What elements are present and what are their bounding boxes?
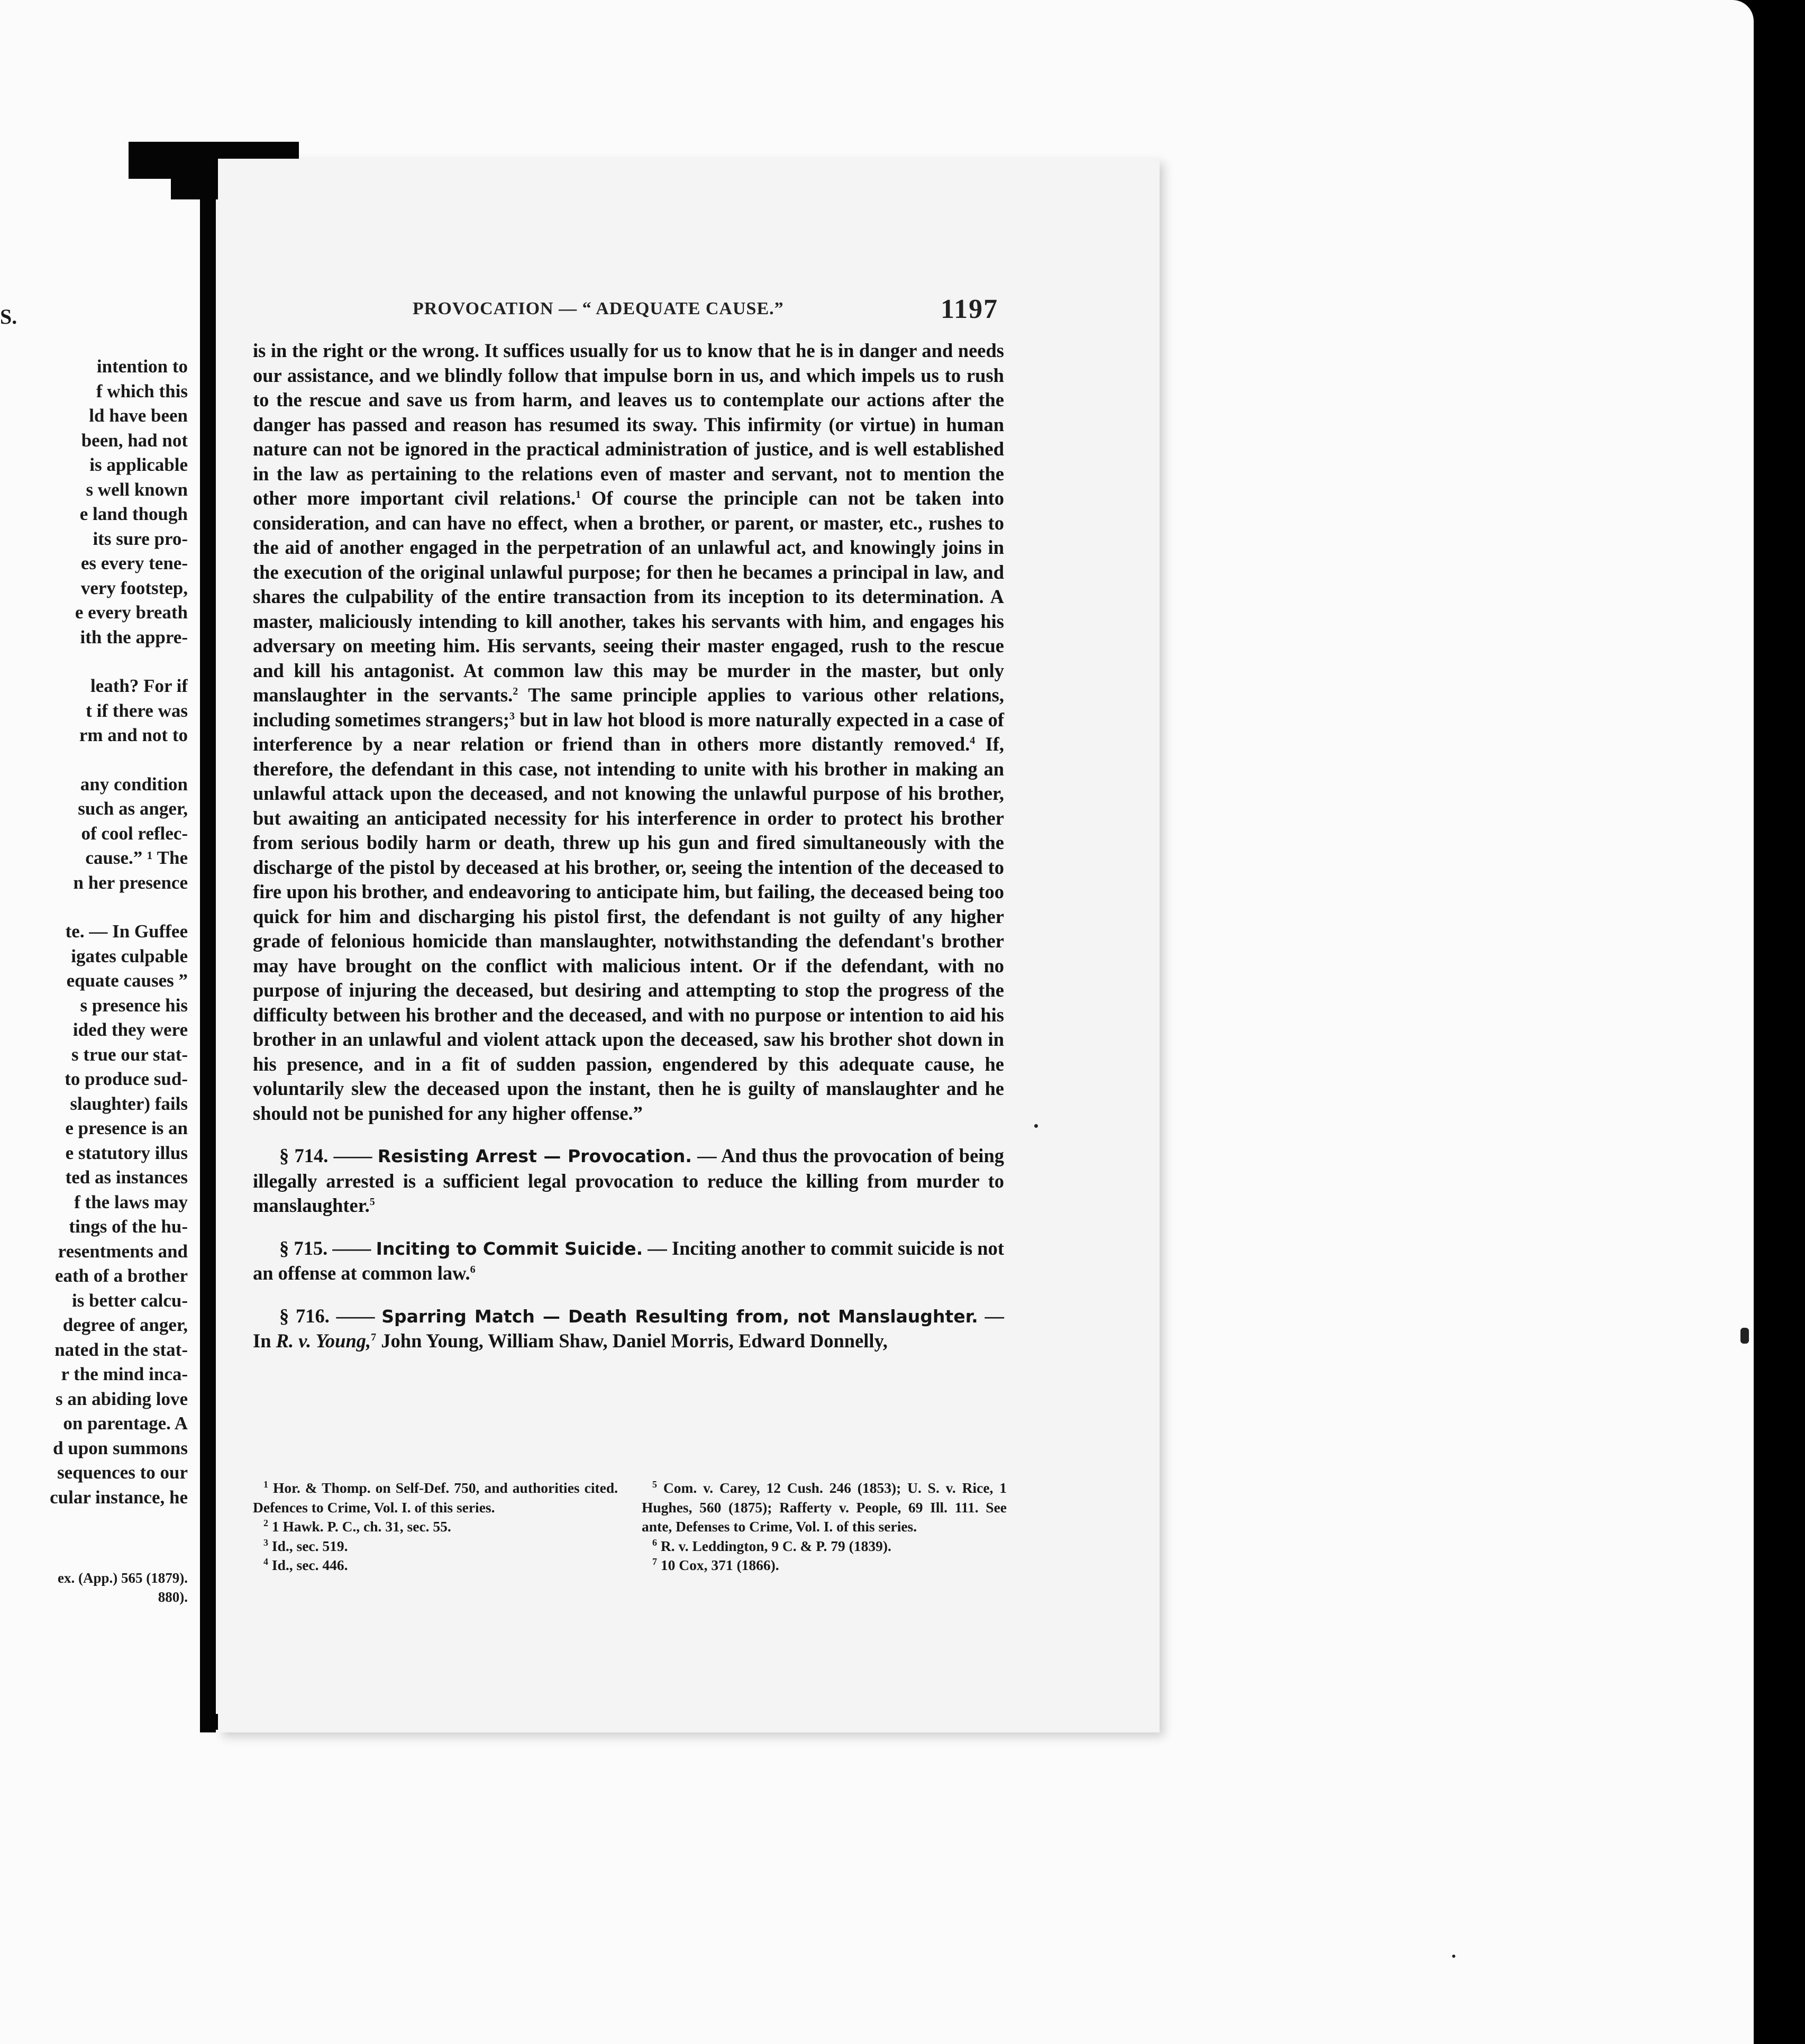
page-number: 1197	[941, 294, 999, 324]
left-page-line: resentments and	[58, 1240, 188, 1262]
left-page-line: igates culpable	[71, 945, 188, 966]
left-page-line: s presence his	[80, 994, 188, 1016]
left-page-line: e statutory illus	[65, 1142, 188, 1163]
footnote	[253, 1556, 618, 1575]
left-page-line: te. — In Guffee	[65, 921, 188, 942]
footnote-text: R. v. Leddington, 9 C. & P. 79 (1839).	[660, 1537, 891, 1554]
left-page-line: e land though	[79, 504, 188, 524]
body-text	[253, 339, 1004, 1372]
left-page-fragment	[0, 286, 188, 1510]
footnote-number: 3	[263, 1537, 268, 1548]
footnote	[253, 1479, 618, 1517]
footnotes-left-column	[253, 1479, 618, 1575]
section-716: § 716. —— Sparring Match — Death Resulting from, not Manslaughter. — In R. v. Young,$^7$ John Young, William Shaw, Daniel Morris, Edward Donnelly,	[253, 1304, 1005, 1352]
left-page-line: es every tene-	[80, 553, 188, 573]
footnote	[642, 1556, 1007, 1575]
left-page-block-2	[0, 674, 188, 748]
footnote	[642, 1537, 1007, 1556]
left-page-line: been, had not	[81, 430, 188, 451]
left-page-line: on parentage. A	[63, 1413, 188, 1434]
left-page-line: equate causes ”	[66, 970, 188, 991]
left-page-block-4	[0, 919, 188, 1510]
left-page-line: degree of anger,	[62, 1315, 188, 1335]
footnote-ref: 2	[513, 685, 518, 697]
case-name: R. v. Young,	[276, 1330, 371, 1352]
left-page-line: to produce sud-	[65, 1069, 188, 1089]
footnote-number: 1	[263, 1479, 268, 1490]
left-page-line: tings of the hu-	[69, 1216, 188, 1237]
speck	[1034, 1124, 1038, 1128]
left-page-line: s well known	[86, 479, 188, 500]
left-page-line: its sure pro-	[93, 528, 188, 549]
left-page-line: very footstep,	[80, 577, 188, 598]
footnote-ref: 5	[369, 1196, 375, 1208]
left-page-line: f which this	[96, 380, 188, 402]
footnote	[642, 1479, 1007, 1537]
footnote-ref: 3	[509, 710, 515, 722]
left-note-line: 880).	[158, 1589, 188, 1605]
footnote-text: 10 Cox, 371 (1866).	[660, 1557, 779, 1573]
speck	[1452, 1955, 1455, 1958]
footnote-number: 5	[652, 1479, 657, 1490]
footnote-number: 7	[652, 1556, 657, 1567]
left-page-line: d upon summons	[53, 1437, 188, 1458]
footnote-ref: 7	[371, 1331, 377, 1343]
left-page-block-3	[0, 772, 188, 896]
paragraph-continuation: is in the right or the wrong. It suffices usually for us to know that he is in danger and needs our assistance, and we blindly follow that impulse born in us, and which impels us to rush to the rescue and save us from harm, and leaves us to contemplate our actions after the danger has passed and reason has resumed its sway. This infirmity (or virtue) in human nature can not be ignored in the practical administration of justice, and is well established in the law as pertaining to the relations even of master and servant, not to mention the other more important civil relations.$^1$ Of course the principle can not be taken into consideration, and can have no effect, when a brother, or parent, or master, etc., rushes to the aid of another engaged in the perpetration of an unlawful act, and knowingly joins in the execution of the original unlawful purpose; for then he becames a principal in law, and shares the culpability of the entire transaction from its inception to its determination. A master, maliciously intending to kill another, takes his servants with him, and engages his adversary on meeting him. His servants, seeing their master engaged, rush to the rescue and kill his antagonist. At common law this may be murder in the master, but only manslaughter in the servants.$^2$ The same principle applies to various other relations, including sometimes strangers;$^3$ but in law hot blood is more naturally expected in a case of interference by a near relation or friend than in others more distantly removed.$^4$ If, therefore, the defendant in this case, not intending to unite with his brother in making an unlawful attack upon the deceased, and not knowing the unlawful purpose of his brother, but awaiting an anticipated necessity for his interference in order to protect his brother from serious bodily harm or death, threw up his gun and fired simultaneously with the discharge of the pistol by deceased at his brother, or, seeing the intention of the deceased to fire upon his brother, and endeavoring to anticipate him, but failing, the deceased being too quick for him and discharging his pistol first, the defendant is not guilty of any higher grade of felonious homicide than manslaughter, notwithstanding the defendant's brother may have brought on the conflict with malicious intent. Or if the defendant, with no purpose of injuring the deceased, but desiring and attempting to stop the progress of the difficulty between his brother and the deceased, and with no purpose or intention to aid his brother in an unlawful and violent attack upon the deceased, saw his brother shot down in his presence, and in a fit of sudden passion, engendered by this adequate cause, he voluntarily slew the deceased upon the instant, then he is guilty of manslaughter and he should not be punished for any higher offense.”	[253, 340, 1005, 1124]
footnote-text: Hor. & Thomp. on Self-Def. 750, and authorities cited. Defences to Crime, Vol. I. of this series.	[253, 1480, 618, 1516]
left-page-line: cause.” ¹ The	[85, 847, 188, 868]
footnote-text: Com. v. Carey, 12 Cush. 246 (1853); U. S. v. Rice, 1 Hughes, 560 (1875); Rafferty v. People, 69 Ill. 111. See ante, Defenses to Crime, Vol. I. of this series.	[642, 1480, 1007, 1535]
left-page-line: is applicable	[89, 454, 188, 475]
footnote-number: 4	[263, 1556, 268, 1567]
left-page-line: is better calcu-	[71, 1290, 188, 1311]
footnotes-right-column	[642, 1479, 1007, 1575]
footnote	[253, 1537, 618, 1556]
left-page-line: of cool reflec-	[81, 823, 188, 844]
left-page-block-1	[0, 354, 188, 650]
footnote-number: 2	[263, 1517, 268, 1528]
left-page-line: nated in the stat-	[54, 1339, 188, 1360]
left-page-line: leath? For if	[90, 676, 188, 696]
left-page-line: ld have been	[89, 405, 188, 426]
section-714: § 714. —— Resisting Arrest — Provocation. — And thus the provocation of being illegally arrested is a sufficient legal provocation to reduce the killing from murder to manslaughter.$^5$	[253, 1145, 1004, 1216]
section-title: Resisting Arrest — Provocation.	[377, 1146, 692, 1166]
left-page-line: s an abiding love	[56, 1388, 188, 1409]
left-page-line: s true our stat-	[71, 1044, 188, 1065]
left-page-line: intention to	[96, 356, 188, 377]
left-page-line: e presence is an	[65, 1118, 188, 1138]
left-page-line: cular instance, he	[50, 1486, 188, 1508]
speck	[1740, 1328, 1749, 1344]
footnote-text: 1 Hawk. P. C., ch. 31, sec. 55.	[271, 1518, 451, 1535]
section-title: Inciting to Commit Suicide.	[376, 1238, 643, 1259]
footnote-ref: 1	[575, 488, 581, 500]
footnote-text: Id., sec. 446.	[271, 1557, 348, 1573]
footnote	[253, 1517, 618, 1537]
footnotes	[253, 1479, 1007, 1575]
left-page-line: slaughter) fails	[70, 1093, 188, 1114]
footnote-number: 6	[652, 1537, 657, 1548]
left-note-line: ex. (App.) 565 (1879).	[58, 1570, 188, 1586]
left-page-line: n her presence	[73, 872, 188, 893]
footnote-ref: 6	[470, 1263, 476, 1275]
left-page-line: r the mind inca-	[61, 1364, 188, 1384]
section-715: § 715. —— Inciting to Commit Suicide. — Inciting another to commit suicide is not an offense at common law.$^6$	[253, 1237, 1005, 1284]
section-title: Sparring Match — Death Resulting from, not Manslaughter.	[381, 1306, 978, 1327]
footnote-ref: 4	[970, 734, 976, 746]
left-page-line: e every breath	[75, 602, 188, 623]
left-page-line: ided they were	[72, 1019, 188, 1040]
left-page-line: such as anger,	[78, 798, 188, 819]
left-page-line: ith the appre-	[80, 626, 188, 647]
left-page-line: t if there was	[86, 700, 188, 721]
left-page-line: rm and not to	[79, 725, 188, 745]
left-page-line: f the laws may	[74, 1191, 188, 1212]
left-page-line: any condition	[80, 773, 188, 795]
left-page-line: eath of a brother	[54, 1265, 188, 1286]
left-page-notes	[0, 1568, 188, 1607]
footnote-text: Id., sec. 519.	[271, 1537, 348, 1554]
left-page-line: sequences to our	[57, 1462, 188, 1483]
running-head: PROVOCATION — “ ADEQUATE CAUSE.”	[413, 299, 784, 318]
left-page-line: ted as instances	[65, 1167, 188, 1188]
binding-bar-vertical	[200, 175, 216, 1732]
left-page-heading: S.	[0, 305, 17, 328]
